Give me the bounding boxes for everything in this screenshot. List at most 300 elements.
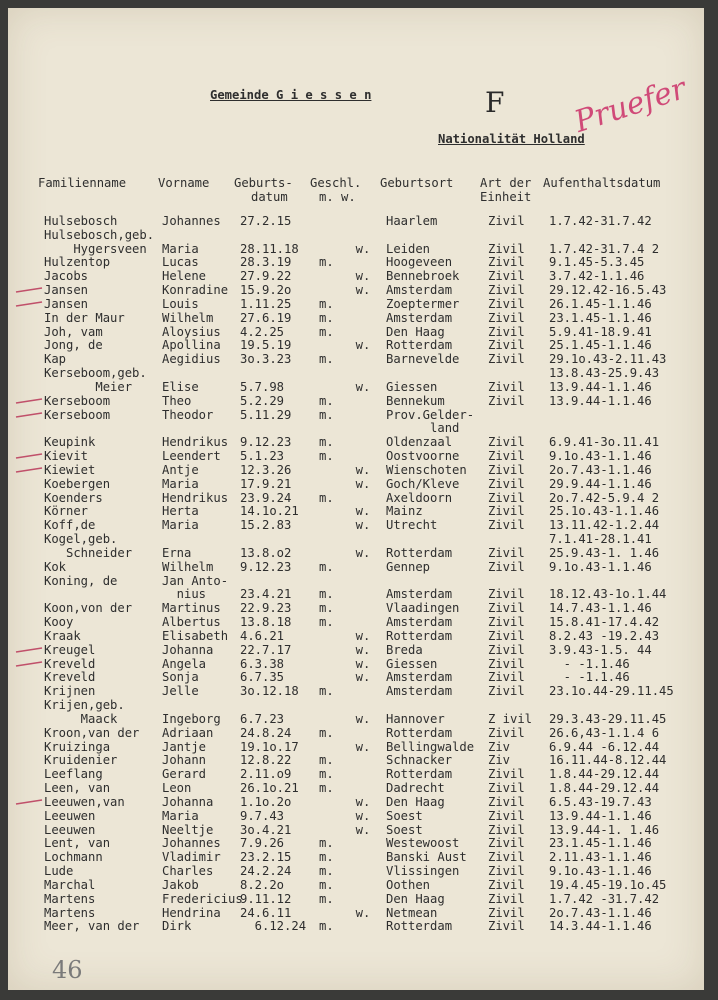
stay-dates-cell: 1.7.42-31.7.42 — [549, 214, 652, 228]
birthplace-cell: Den Haag — [386, 324, 445, 339]
family-name-cell: Leeuwen — [44, 808, 96, 823]
sex-cell: m. — [319, 850, 334, 865]
sex-cell: m. — [319, 310, 334, 325]
given-name-cell: Elise — [162, 379, 199, 394]
table-row — [8, 795, 704, 809]
birthplace-cell: Soest — [386, 808, 423, 823]
family-name-cell: Hulsebosch,geb. — [44, 227, 155, 242]
birth-date-cell: 9.11.12 — [240, 891, 292, 906]
birth-date-cell: 19.1o.17 — [240, 739, 299, 754]
birth-date-cell: 9.12.23 — [240, 559, 292, 574]
family-name-cell: Jacobs — [44, 269, 89, 284]
unit-type-cell: Zivil — [488, 836, 525, 851]
birthplace-cell: Rotterdam — [386, 338, 453, 353]
table-row — [8, 809, 704, 823]
table-row — [8, 435, 704, 449]
birthplace-cell: Rotterdam — [386, 545, 453, 560]
stay-dates-cell: 23.1.45-1.1.46 — [549, 310, 652, 325]
family-name-cell: Koenders — [44, 490, 103, 505]
sex-cell: w. — [319, 545, 371, 560]
sex-cell: m. — [319, 587, 334, 602]
unit-type-cell: Zivil — [488, 587, 525, 602]
table-row — [8, 767, 704, 781]
birth-date-cell: 24.8.24 — [240, 725, 292, 740]
unit-type-cell: Zivil — [488, 877, 525, 892]
unit-type-cell: Zivil — [488, 919, 525, 934]
birthplace-cell: Den Haag — [386, 794, 445, 809]
family-name-cell: Koff,de — [44, 518, 96, 533]
sex-cell: m. — [319, 296, 334, 311]
sex-cell: w. — [319, 905, 371, 920]
given-name-cell: Martinus — [162, 601, 221, 616]
sex-cell: m. — [319, 725, 334, 740]
given-name-cell: Hendrina — [162, 905, 221, 920]
birthplace-cell: Amsterdam — [386, 587, 453, 602]
unit-type-cell: Zivil — [488, 601, 525, 616]
family-name-cell: Jansen — [44, 283, 89, 298]
stay-dates-cell: 1.7.42 -31.7.42 — [549, 891, 660, 906]
stay-dates-cell: - -1.1.46 — [549, 670, 630, 685]
birthplace-cell: Oostvoorne — [386, 449, 460, 464]
table-row — [8, 311, 704, 325]
stay-dates-cell: 18.12.43-1o.1.44 — [549, 587, 667, 602]
birthplace-cell: Goch/Kleve — [386, 476, 460, 491]
birth-date-cell: 24.6.11 — [240, 905, 292, 920]
birth-date-cell: 22.9.23 — [240, 601, 292, 616]
red-tick-mark-icon — [14, 398, 44, 404]
table-row — [8, 214, 704, 228]
birthplace-cell: Zoeptermer — [386, 296, 460, 311]
sex-cell: m. — [319, 864, 334, 878]
table-row — [8, 338, 704, 352]
family-name-cell: Leen, van — [44, 781, 111, 796]
given-name-cell: Johannes — [162, 214, 221, 228]
given-name-cell: Gerard — [162, 767, 207, 782]
given-name-cell: Jelle — [162, 684, 199, 699]
sex-cell: w. — [319, 504, 371, 519]
family-name-cell: Kerseboom — [44, 407, 111, 422]
birthplace-cell: Utrecht — [386, 518, 438, 533]
birthplace-cell: Gennep — [386, 559, 431, 574]
family-name-cell: Kogel,geb. — [44, 532, 118, 547]
red-tick-mark-icon — [14, 661, 44, 667]
unit-type-cell: Zivil — [488, 393, 525, 408]
sex-cell: w. — [319, 808, 371, 823]
col-aufenthalt: Aufenthaltsdatum — [543, 176, 661, 190]
red-tick-mark-icon — [14, 301, 44, 307]
family-name-cell: Kerseboom,geb. — [44, 366, 147, 381]
given-name-cell: Jakob — [162, 877, 199, 892]
stay-dates-cell: 1.7.42-31.7.4 2 — [549, 241, 660, 256]
unit-type-cell: Zivil — [488, 269, 525, 284]
family-name-cell: Kruizinga — [44, 739, 111, 754]
birth-date-cell: 28.3.19 — [240, 255, 292, 270]
birthplace-cell: Banski Aust — [386, 850, 467, 865]
red-handwritten-stamp: Pruefer — [570, 71, 691, 140]
given-name-cell: Maria — [162, 241, 199, 256]
sex-cell: m. — [319, 435, 334, 450]
family-name-cell: Meer, van der — [44, 919, 140, 934]
birthplace-cell: Oldenzaal — [386, 435, 453, 450]
stay-dates-cell: 1.8.44-29.12.44 — [549, 781, 660, 796]
table-row — [8, 394, 704, 408]
birthplace-cell: Amsterdam — [386, 615, 453, 630]
sex-cell: w. — [319, 462, 371, 477]
given-name-cell: Adriaan — [162, 725, 214, 740]
family-name-cell: Krijnen — [44, 684, 96, 699]
family-name-cell: Leeflang — [44, 767, 103, 782]
stay-dates-cell: 3.7.42-1.1.46 — [549, 269, 645, 284]
family-name-cell: Hulzentop — [44, 255, 111, 270]
birth-date-cell: 15.2.83 — [240, 518, 292, 533]
birthplace-cell: Rotterdam — [386, 919, 453, 934]
table-row — [8, 408, 704, 422]
table-row — [8, 892, 704, 906]
unit-type-cell: Zivil — [488, 850, 525, 865]
unit-type-cell: Zivil — [488, 352, 525, 367]
col-geschlecht-mw: m. w. — [319, 190, 356, 204]
given-name-cell: Wilhelm — [162, 310, 214, 325]
birth-date-cell: 5.11.29 — [240, 407, 292, 422]
sex-cell: w. — [319, 711, 371, 726]
stay-dates-cell: - -1.1.46 — [549, 656, 630, 671]
stay-dates-cell: 9.1o.43-1.1.46 — [549, 449, 652, 464]
unit-type-cell: Zivil — [488, 794, 525, 809]
unit-type-cell: Zivil — [488, 684, 525, 699]
stay-dates-cell: 9.1o.43-1.1.46 — [549, 559, 652, 574]
sex-cell: w. — [319, 518, 371, 533]
sex-cell: m. — [319, 919, 334, 934]
family-name-cell: Kroon,van der — [44, 725, 140, 740]
sex-cell: m. — [319, 615, 334, 630]
birthplace-cell: Rotterdam — [386, 725, 453, 740]
sex-cell: m. — [319, 891, 334, 906]
given-name-cell: Maria — [162, 808, 199, 823]
family-name-cell: Leeuwen,van — [44, 794, 125, 809]
handwritten-letter: F — [485, 86, 505, 119]
birth-date-cell: 5.1.23 — [240, 449, 285, 464]
stay-dates-cell: 29.12.42-16.5.43 — [549, 283, 667, 298]
stay-dates-cell: 7.1.41-28.1.41 — [549, 532, 652, 547]
stay-dates-cell: 6.9.44 -6.12.44 — [549, 739, 660, 754]
unit-type-cell: Zivil — [488, 435, 525, 450]
stay-dates-cell: 15.8.41-17.4.42 — [549, 615, 660, 630]
unit-type-cell: Z ivil — [488, 711, 533, 726]
table-row — [8, 615, 704, 629]
table-row — [8, 850, 704, 864]
unit-type-cell: Zivil — [488, 559, 525, 574]
birthplace-cell: Rotterdam — [386, 628, 453, 643]
table-row — [8, 560, 704, 574]
sex-cell: w. — [319, 269, 371, 284]
unit-type-cell: Zivil — [488, 504, 525, 519]
birthplace-cell: Amsterdam — [386, 310, 453, 325]
table-row — [8, 504, 704, 518]
given-name-cell: Dirk — [162, 919, 192, 934]
stay-dates-cell: 13.9.44-1.1.46 — [549, 808, 652, 823]
birth-date-cell: 6.12.24 — [240, 919, 307, 934]
table-row — [8, 325, 704, 339]
birth-date-cell: 1.1o.2o — [240, 794, 292, 809]
red-tick-mark-icon — [14, 467, 44, 473]
birthplace-cell: Mainz — [386, 504, 423, 519]
stay-dates-cell: 29.1o.43-2.11.43 — [549, 352, 667, 367]
sex-cell: w. — [319, 379, 371, 394]
birthplace-cell: Soest — [386, 822, 423, 837]
given-name-cell: Vladimir — [162, 850, 221, 865]
family-name-cell: Kraak — [44, 628, 81, 643]
unit-type-cell: Zivil — [488, 891, 525, 906]
birth-date-cell: 6.7.23 — [240, 711, 285, 726]
family-name-cell: Krijen,geb. — [44, 698, 125, 713]
given-name-cell: Jantje — [162, 739, 207, 754]
unit-type-cell: Zivil — [488, 656, 525, 671]
given-name-cell: Helene — [162, 269, 207, 284]
birthplace-cell: Leiden — [386, 241, 431, 256]
birthplace-cell: land — [386, 421, 460, 436]
red-tick-mark-icon — [14, 453, 44, 459]
birth-date-cell: 23.4.21 — [240, 587, 292, 602]
stay-dates-cell: 13.8.43-25.9.43 — [549, 366, 660, 381]
table-row — [8, 574, 704, 588]
family-name-cell: Kievit — [44, 449, 89, 464]
sex-cell: m. — [319, 781, 334, 796]
unit-type-cell: Zivil — [488, 808, 525, 823]
family-name-cell: Meier — [44, 379, 133, 394]
birthplace-cell: Giessen — [386, 379, 438, 394]
given-name-cell: Jan Anto- — [162, 573, 229, 588]
birth-date-cell: 22.7.17 — [240, 642, 292, 657]
table-row — [8, 477, 704, 491]
table-row — [8, 491, 704, 505]
birth-date-cell: 13.8.18 — [240, 615, 292, 630]
unit-type-cell: Zivil — [488, 241, 525, 256]
stay-dates-cell: 13.9.44-1.1.46 — [549, 393, 652, 408]
given-name-cell: Albertus — [162, 615, 221, 630]
family-name-cell: Lent, van — [44, 836, 111, 851]
family-name-cell: Kreugel — [44, 642, 96, 657]
birthplace-cell: Vlaadingen — [386, 601, 460, 616]
stay-dates-cell: 8.2.43 -19.2.43 — [549, 628, 660, 643]
stay-dates-cell: 6.5.43-19.7.43 — [549, 794, 652, 809]
birthplace-cell: Breda — [386, 642, 423, 657]
birthplace-cell: Barnevelde — [386, 352, 460, 367]
given-name-cell: Antje — [162, 462, 199, 477]
birth-date-cell: 12.8.22 — [240, 753, 292, 768]
table-row — [8, 740, 704, 754]
birth-date-cell: 4.6.21 — [240, 628, 285, 643]
col-vorname: Vorname — [158, 176, 210, 190]
sex-cell: m. — [319, 490, 334, 505]
stay-dates-cell: 14.7.43-1.1.46 — [549, 601, 652, 616]
unit-type-cell: Zivil — [488, 476, 525, 491]
table-row — [8, 726, 704, 740]
unit-type-cell: Zivil — [488, 725, 525, 740]
given-name-cell: Wilhelm — [162, 559, 214, 574]
sex-cell: m. — [319, 393, 334, 408]
red-tick-mark-icon — [14, 799, 44, 805]
table-row — [8, 906, 704, 920]
unit-type-cell: Zivil — [488, 822, 525, 837]
family-name-cell: Kooy — [44, 615, 74, 630]
family-name-cell: Kreveld — [44, 670, 96, 685]
stay-dates-cell: 14.3.44-1.1.46 — [549, 919, 652, 934]
birthplace-cell: Vlissingen — [386, 864, 460, 878]
family-name-cell: Maack — [44, 711, 118, 726]
stay-dates-cell: 26.6,43-1.1.4 6 — [549, 725, 660, 740]
table-row — [8, 449, 704, 463]
stay-dates-cell: 23.1.45-1.1.46 — [549, 836, 652, 851]
stay-dates-cell: 5.9.41-18.9.41 — [549, 324, 652, 339]
stay-dates-cell: 13.11.42-1.2.44 — [549, 518, 660, 533]
unit-type-cell: Zivil — [488, 283, 525, 298]
table-row — [8, 878, 704, 892]
unit-type-cell: Zivil — [488, 518, 525, 533]
family-name-cell: Leeuwen — [44, 822, 96, 837]
sex-cell: m. — [319, 324, 334, 339]
nationality-heading: Nationalität Holland — [438, 132, 585, 146]
stay-dates-cell: 13.9.44-1.1.46 — [549, 379, 652, 394]
family-name-cell: Kerseboom — [44, 393, 111, 408]
given-name-cell: Leendert — [162, 449, 221, 464]
table-row — [8, 532, 704, 546]
sex-cell: m. — [319, 255, 334, 270]
birthplace-cell: Rotterdam — [386, 767, 453, 782]
sex-cell: m. — [319, 684, 334, 699]
sex-cell: m. — [319, 352, 334, 367]
birth-date-cell: 1.11.25 — [240, 296, 292, 311]
stay-dates-cell: 16.11.44-8.12.44 — [549, 753, 667, 768]
given-name-cell: Erna — [162, 545, 192, 560]
sex-cell: w. — [319, 794, 371, 809]
sex-cell: w. — [319, 642, 371, 657]
table-row — [8, 255, 704, 269]
given-name-cell: Sonja — [162, 670, 199, 685]
table-row — [8, 919, 704, 933]
given-name-cell: Apollina — [162, 338, 221, 353]
unit-type-cell: Zivil — [488, 379, 525, 394]
given-name-cell: Louis — [162, 296, 199, 311]
birth-date-cell: 23.2.15 — [240, 850, 292, 865]
table-row — [8, 352, 704, 366]
birth-date-cell: 3o.4.21 — [240, 822, 292, 837]
birthplace-cell: Wienschoten — [386, 462, 467, 477]
birth-date-cell: 3o.3.23 — [240, 352, 292, 367]
table-row — [8, 670, 704, 684]
sex-cell: w. — [319, 241, 371, 256]
birthplace-cell: Den Haag — [386, 891, 445, 906]
unit-type-cell: Zivil — [488, 767, 525, 782]
table-row — [8, 601, 704, 615]
sex-cell: w. — [319, 739, 371, 754]
birthplace-cell: Amsterdam — [386, 684, 453, 699]
given-name-cell: Angela — [162, 656, 207, 671]
table-row — [8, 864, 704, 878]
unit-type-cell: Zivil — [488, 462, 525, 477]
birth-date-cell: 27.9.22 — [240, 269, 292, 284]
table-row — [8, 698, 704, 712]
sex-cell: w. — [319, 476, 371, 491]
stay-dates-cell: 6.9.41-3o.11.41 — [549, 435, 660, 450]
birth-date-cell: 5.7.98 — [240, 379, 285, 394]
birth-date-cell: 9.7.43 — [240, 808, 285, 823]
col-art-2: Einheit — [480, 190, 532, 204]
stay-dates-cell: 29.3.43-29.11.45 — [549, 711, 667, 726]
birthplace-cell: Schnacker — [386, 753, 453, 768]
unit-type-cell: Ziv — [488, 739, 511, 754]
given-name-cell: Hendrikus — [162, 435, 229, 450]
birthplace-cell: Bennebroek — [386, 269, 460, 284]
unit-type-cell: Zivil — [488, 642, 525, 657]
table-row — [8, 463, 704, 477]
given-name-cell: Fredericius — [162, 891, 243, 906]
unit-type-cell: Zivil — [488, 864, 525, 878]
birth-date-cell: 2.11.o9 — [240, 767, 292, 782]
unit-type-cell: Zivil — [488, 310, 525, 325]
stay-dates-cell: 25.9.43-1. 1.46 — [549, 545, 660, 560]
sex-cell: m. — [319, 601, 334, 616]
sex-cell: m. — [319, 559, 334, 574]
table-row — [8, 546, 704, 560]
birth-date-cell: 12.3.26 — [240, 462, 292, 477]
red-tick-mark-icon — [14, 647, 44, 653]
stay-dates-cell: 9.1.45-5.3.45 — [549, 255, 645, 270]
unit-type-cell: Zivil — [488, 781, 525, 796]
birth-date-cell: 19.5.19 — [240, 338, 292, 353]
unit-type-cell: Zivil — [488, 670, 525, 685]
family-name-cell: Martens — [44, 905, 96, 920]
stay-dates-cell: 9.1o.43-1.1.46 — [549, 864, 652, 878]
birthplace-cell: Giessen — [386, 656, 438, 671]
stay-dates-cell: 1.8.44-29.12.44 — [549, 767, 660, 782]
table-row — [8, 587, 704, 601]
birth-date-cell: 5.2.29 — [240, 393, 285, 408]
birth-date-cell: 28.11.18 — [240, 241, 299, 256]
birthplace-cell: Prov.Gelder- — [386, 407, 475, 422]
given-name-cell: Maria — [162, 476, 199, 491]
sex-cell: w. — [319, 283, 371, 298]
birth-date-cell: 8.2.2o — [240, 877, 285, 892]
family-name-cell: Kruidenier — [44, 753, 118, 768]
sex-cell: m. — [319, 877, 334, 892]
birthplace-cell: Dadrecht — [386, 781, 445, 796]
birth-date-cell: 27.6.19 — [240, 310, 292, 325]
unit-type-cell: Zivil — [488, 490, 525, 505]
given-name-cell: Leon — [162, 781, 192, 796]
unit-type-cell: Zivil — [488, 324, 525, 339]
birthplace-cell: Axeldoorn — [386, 490, 453, 505]
unit-type-cell: Zivil — [488, 338, 525, 353]
table-row — [8, 269, 704, 283]
family-name-cell: Kiewiet — [44, 462, 96, 477]
table-row — [8, 629, 704, 643]
stay-dates-cell: 2o.7.42-5.9.4 2 — [549, 490, 660, 505]
given-name-cell: nius — [162, 587, 207, 602]
family-name-cell: Jong, de — [44, 338, 103, 353]
given-name-cell: Charles — [162, 864, 214, 878]
table-row — [8, 297, 704, 311]
given-name-cell: Konradine — [162, 283, 229, 298]
given-name-cell: Johanna — [162, 642, 214, 657]
col-geburtsort: Geburtsort — [380, 176, 454, 190]
family-name-cell: Kok — [44, 559, 67, 574]
birth-date-cell: 23.9.24 — [240, 490, 292, 505]
birthplace-cell: Oothen — [386, 877, 431, 892]
col-geschlecht: Geschl. — [310, 176, 362, 190]
stay-dates-cell: 23.1o.44-29.11.45 — [549, 684, 674, 699]
given-name-cell: Neeltje — [162, 822, 214, 837]
table-row — [8, 643, 704, 657]
